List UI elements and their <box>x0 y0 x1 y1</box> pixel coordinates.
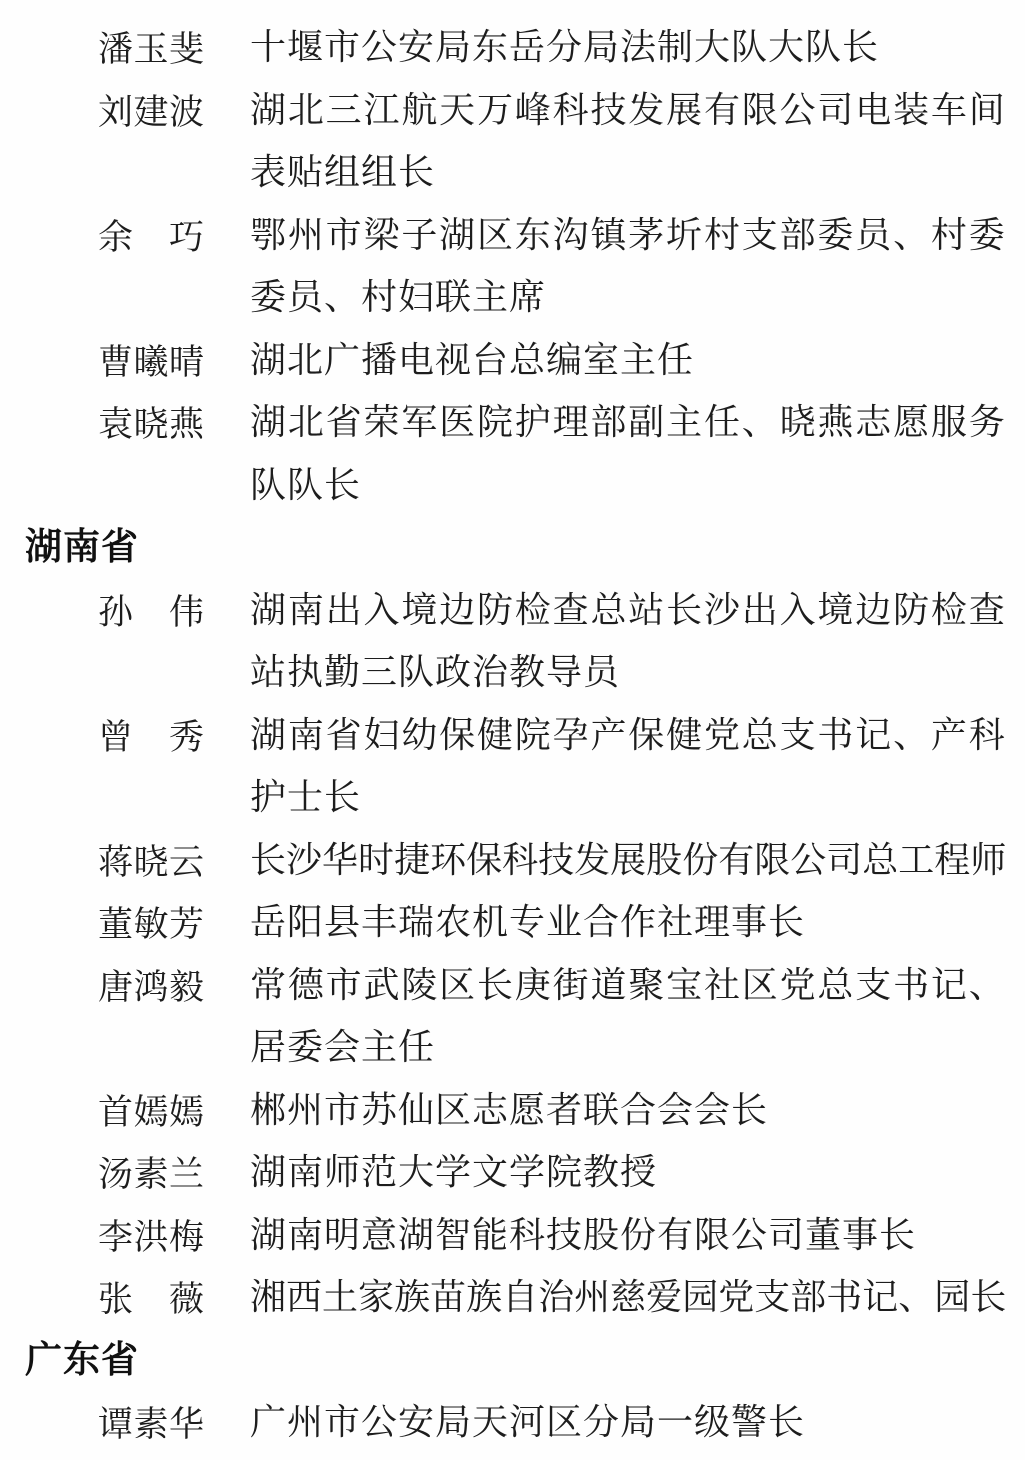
glyph: 燕 <box>817 402 854 442</box>
glyph: 云 <box>168 842 204 882</box>
glyph: 程 <box>934 839 971 880</box>
glyph: 记 <box>855 714 892 755</box>
recipient-title-line: 居委会主任 <box>250 1027 436 1067</box>
glyph: 董 <box>98 905 134 945</box>
glyph: 航 <box>401 89 438 130</box>
glyph: 车 <box>930 89 967 130</box>
glyph: 边 <box>855 589 892 630</box>
glyph: 出 <box>325 589 362 630</box>
glyph: 主 <box>666 402 703 442</box>
glyph: 德 <box>287 964 324 1005</box>
glyph: 环 <box>430 839 467 880</box>
glyph: 总 <box>817 964 854 1005</box>
entry-row <box>0 579 1025 642</box>
glyph: 伟 <box>168 592 204 632</box>
glyph: 时 <box>358 839 395 880</box>
glyph: 记 <box>930 964 967 1005</box>
recipient-title-line <box>250 579 1005 642</box>
glyph: 鄂 <box>250 214 287 255</box>
glyph: 聚 <box>628 964 665 1005</box>
glyph: 汤 <box>98 1155 134 1195</box>
glyph: 玉 <box>133 30 169 70</box>
glyph: 理 <box>552 402 589 442</box>
glyph: 晓 <box>133 405 169 445</box>
glyph: 任 <box>703 402 740 442</box>
glyph: 江 <box>363 89 400 130</box>
glyph: 湖 <box>250 402 287 442</box>
glyph: 服 <box>930 402 967 442</box>
entry-row <box>0 1079 1025 1142</box>
glyph: 记 <box>862 1277 899 1317</box>
glyph: 长 <box>250 839 287 880</box>
glyph: 南 <box>287 589 324 630</box>
recipient-title-line: 队队长 <box>250 464 362 505</box>
glyph: 州 <box>574 1277 611 1317</box>
glyph: 捷 <box>394 839 431 880</box>
recipient-title-line: 湖南明意湖智能科技股份有限公司董事长 <box>250 1214 917 1255</box>
glyph: 出 <box>741 589 778 630</box>
glyph: 园 <box>682 1277 719 1317</box>
glyph: 市 <box>325 964 362 1005</box>
glyph: 支 <box>855 964 892 1005</box>
glyph: 区 <box>476 214 513 255</box>
glyph: 入 <box>363 589 400 630</box>
glyph: 西 <box>286 1277 323 1317</box>
recipient-name <box>98 1391 204 1454</box>
glyph: 检 <box>930 589 967 630</box>
glyph: 自 <box>502 1277 539 1317</box>
glyph: 薇 <box>168 1280 204 1320</box>
glyph: 检 <box>514 589 551 630</box>
glyph: 村 <box>930 214 967 255</box>
recipient-title-line: 委员、村妇联主席 <box>250 277 547 317</box>
entry-row <box>0 829 1025 892</box>
recipient-title-line <box>250 704 1005 767</box>
glyph: 镇 <box>590 214 627 255</box>
glyph: 圻 <box>666 214 703 255</box>
entry-row <box>0 391 1025 454</box>
recipient-name <box>98 16 204 79</box>
glyph: 军 <box>401 402 438 442</box>
glyph: 茅 <box>628 214 665 255</box>
glyph: 市 <box>325 214 362 255</box>
entry-row <box>0 1141 1025 1204</box>
glyph: 湖 <box>439 214 476 255</box>
glyph: 东 <box>514 214 551 255</box>
entry-row <box>0 704 1025 767</box>
glyph: 技 <box>538 839 575 880</box>
glyph: 族 <box>466 1277 503 1317</box>
recipient-title-line <box>250 391 1005 454</box>
glyph: 唐 <box>98 967 134 1007</box>
glyph: 健 <box>666 714 703 755</box>
glyph: 兰 <box>168 1155 204 1195</box>
glyph: 万 <box>476 89 513 130</box>
glyph: 、 <box>893 714 930 755</box>
entry-row <box>0 1016 1025 1079</box>
entry-row <box>0 79 1025 142</box>
glyph: 书 <box>893 964 930 1005</box>
glyph: 产 <box>930 714 967 755</box>
glyph: 沙 <box>703 589 740 630</box>
glyph: 土 <box>322 1277 359 1317</box>
glyph: 区 <box>741 964 778 1005</box>
glyph: 园 <box>934 1277 971 1317</box>
glyph: 家 <box>358 1277 395 1317</box>
glyph: 幼 <box>401 714 438 755</box>
glyph: 长 <box>476 964 513 1005</box>
glyph: 护 <box>514 402 551 442</box>
glyph: 保 <box>628 714 665 755</box>
recipient-name <box>98 954 204 1017</box>
recipient-title-line: 岳阳县丰瑞农机专业合作社理事长 <box>250 902 806 942</box>
glyph: 展 <box>666 89 703 130</box>
glyph: 有 <box>703 89 740 130</box>
glyph: 入 <box>779 589 816 630</box>
recipient-name <box>98 1204 204 1267</box>
glyph: 北 <box>287 402 324 442</box>
glyph: 委 <box>817 214 854 255</box>
glyph: 北 <box>287 89 324 130</box>
glyph: 南 <box>287 714 324 755</box>
recipient-title-line <box>250 829 1005 892</box>
glyph: 工 <box>898 839 935 880</box>
entry-row <box>0 954 1025 1017</box>
recipient-name <box>98 829 204 892</box>
recipient-title-line: 湖南师范大学文学院教授 <box>250 1152 658 1192</box>
glyph: 燕 <box>168 405 204 445</box>
glyph: 孕 <box>552 714 589 755</box>
glyph: 妇 <box>363 714 400 755</box>
glyph: 长 <box>666 589 703 630</box>
glyph: 袁 <box>98 405 134 445</box>
glyph: 潘 <box>98 30 134 70</box>
glyph: 师 <box>970 839 1007 880</box>
glyph: 防 <box>893 589 930 630</box>
glyph: 院 <box>514 714 551 755</box>
recipient-title-line: 郴州市苏仙区志愿者联合会会长 <box>250 1089 769 1130</box>
glyph: 司 <box>826 839 863 880</box>
glyph: 宝 <box>666 964 703 1005</box>
glyph: 子 <box>401 214 438 255</box>
recipient-title-line <box>250 204 1005 267</box>
glyph: 总 <box>741 714 778 755</box>
glyph: 区 <box>439 964 476 1005</box>
glyph: 查 <box>552 589 589 630</box>
entry-row <box>0 329 1025 392</box>
recipient-name <box>98 579 204 642</box>
glyph: 份 <box>682 839 719 880</box>
glyph: 查 <box>968 589 1005 630</box>
glyph: 鸿 <box>133 967 169 1007</box>
glyph: 有 <box>718 839 755 880</box>
recipient-title-line: 站执勤三队政治教导员 <box>250 652 621 692</box>
glyph: 、 <box>898 1277 935 1317</box>
glyph: 支 <box>754 1277 791 1317</box>
glyph: 湘 <box>250 1277 287 1317</box>
glyph: 边 <box>439 589 476 630</box>
glyph: 司 <box>817 89 854 130</box>
entry-row <box>0 1204 1025 1267</box>
glyph: 部 <box>590 402 627 442</box>
recipient-title-line <box>250 1266 1005 1329</box>
glyph: 晓 <box>779 402 816 442</box>
glyph: 华 <box>322 839 359 880</box>
glyph: 总 <box>590 589 627 630</box>
glyph: 党 <box>718 1277 755 1317</box>
glyph: 党 <box>779 964 816 1005</box>
glyph: 党 <box>703 714 740 755</box>
glyph: 波 <box>168 92 204 132</box>
glyph: 科 <box>502 839 539 880</box>
glyph: 防 <box>476 589 513 630</box>
glyph: 湖 <box>250 89 287 130</box>
glyph: 站 <box>628 589 665 630</box>
glyph: 省 <box>325 714 362 755</box>
glyph: 毅 <box>168 967 204 1007</box>
province-section-header: 湖南省 <box>25 526 139 567</box>
glyph: 保 <box>439 714 476 755</box>
glyph: 省 <box>325 402 362 442</box>
entry-row <box>0 204 1025 267</box>
glyph: 曾 <box>98 717 134 757</box>
glyph: 发 <box>628 89 665 130</box>
glyph: 族 <box>394 1277 431 1317</box>
recipient-title-line: 湖北广播电视台总编室主任 <box>250 339 695 380</box>
glyph: 张 <box>98 1280 134 1320</box>
glyph: 、 <box>741 402 778 442</box>
glyph: 境 <box>401 589 438 630</box>
glyph: 装 <box>893 89 930 130</box>
glyph: 书 <box>826 1277 863 1317</box>
recipient-name <box>98 204 204 267</box>
recipient-title-line <box>250 954 1005 1017</box>
glyph: 间 <box>968 89 1005 130</box>
recipient-name <box>98 79 204 142</box>
glyph: 爱 <box>646 1277 683 1317</box>
recipient-name <box>98 704 204 767</box>
glyph: 股 <box>646 839 683 880</box>
recipient-title-line <box>250 79 1005 142</box>
recipient-title-line: 十堰市公安局东岳分局法制大队大队长 <box>250 27 880 67</box>
glyph: 街 <box>552 964 589 1005</box>
glyph: 医 <box>439 402 476 442</box>
glyph: 慈 <box>610 1277 647 1317</box>
glyph: 长 <box>970 1277 1007 1317</box>
glyph: 志 <box>855 402 892 442</box>
glyph: 素 <box>133 1405 169 1445</box>
glyph: 刘 <box>98 92 134 132</box>
glyph: 技 <box>590 89 627 130</box>
glyph: 嫣 <box>168 1092 204 1132</box>
glyph: 支 <box>741 214 778 255</box>
recipient-name <box>98 1266 204 1329</box>
recipient-title-line: 护士长 <box>250 777 362 817</box>
recipient-title-line: 广州市公安局天河区分局一级警长 <box>250 1402 806 1442</box>
glyph: 道 <box>590 964 627 1005</box>
glyph: 、 <box>968 964 1005 1005</box>
glyph: 部 <box>779 214 816 255</box>
glyph: 员 <box>855 214 892 255</box>
entry-row <box>0 16 1025 79</box>
glyph: 公 <box>790 839 827 880</box>
glyph: 荣 <box>363 402 400 442</box>
glyph: 书 <box>817 714 854 755</box>
section-header-row <box>0 516 1025 579</box>
glyph: 晴 <box>168 342 204 382</box>
glyph: 健 <box>476 714 513 755</box>
glyph: 展 <box>610 839 647 880</box>
glyph: 、 <box>893 214 930 255</box>
glyph: 洪 <box>133 1217 169 1257</box>
recipient-name <box>98 329 204 392</box>
glyph: 沟 <box>552 214 589 255</box>
glyph: 秀 <box>168 717 204 757</box>
glyph: 斐 <box>168 30 204 70</box>
glyph: 湖 <box>250 589 287 630</box>
recipient-name <box>98 1141 204 1204</box>
glyph: 嫣 <box>133 1092 169 1132</box>
entry-row <box>0 1266 1025 1329</box>
entry-row <box>0 641 1025 704</box>
glyph: 武 <box>363 964 400 1005</box>
glyph: 产 <box>590 714 627 755</box>
glyph: 州 <box>287 214 324 255</box>
entry-row <box>0 266 1025 329</box>
glyph: 沙 <box>286 839 323 880</box>
recipient-name <box>98 391 204 454</box>
glyph: 建 <box>133 92 169 132</box>
recipient-title-line: 表贴组组长 <box>250 152 436 192</box>
glyph: 梅 <box>168 1217 204 1257</box>
glyph: 庚 <box>514 964 551 1005</box>
glyph: 常 <box>250 964 287 1005</box>
glyph: 务 <box>968 402 1005 442</box>
glyph: 湖 <box>250 714 287 755</box>
glyph: 峰 <box>514 89 551 130</box>
recipient-name <box>98 891 204 954</box>
glyph: 素 <box>133 1155 169 1195</box>
entry-row <box>0 141 1025 204</box>
glyph: 敏 <box>133 905 169 945</box>
entry-row <box>0 891 1025 954</box>
glyph: 芳 <box>168 905 204 945</box>
glyph: 晓 <box>133 842 169 882</box>
glyph: 电 <box>855 89 892 130</box>
glyph: 巧 <box>168 217 204 257</box>
glyph: 首 <box>98 1092 134 1132</box>
glyph: 孙 <box>98 592 134 632</box>
glyph: 陵 <box>401 964 438 1005</box>
glyph: 科 <box>552 89 589 130</box>
glyph: 三 <box>325 89 362 130</box>
glyph: 发 <box>574 839 611 880</box>
glyph: 社 <box>703 964 740 1005</box>
glyph: 华 <box>168 1405 204 1445</box>
glyph: 限 <box>754 839 791 880</box>
glyph: 蒋 <box>98 842 134 882</box>
glyph: 总 <box>862 839 899 880</box>
glyph: 苗 <box>430 1277 467 1317</box>
recipient-name <box>98 1079 204 1142</box>
glyph: 部 <box>790 1277 827 1317</box>
glyph: 梁 <box>363 214 400 255</box>
glyph: 治 <box>538 1277 575 1317</box>
glyph: 公 <box>779 89 816 130</box>
glyph: 院 <box>476 402 513 442</box>
entry-row <box>0 1391 1025 1454</box>
entry-row <box>0 766 1025 829</box>
province-section-header: 广东省 <box>25 1338 139 1380</box>
glyph: 科 <box>968 714 1005 755</box>
glyph: 限 <box>741 89 778 130</box>
glyph: 境 <box>817 589 854 630</box>
glyph: 谭 <box>98 1405 134 1445</box>
glyph: 曦 <box>133 342 169 382</box>
glyph: 委 <box>968 214 1005 255</box>
glyph: 愿 <box>893 402 930 442</box>
glyph: 余 <box>98 217 134 257</box>
glyph: 支 <box>779 714 816 755</box>
glyph: 副 <box>628 402 665 442</box>
glyph: 曹 <box>98 342 134 382</box>
glyph: 村 <box>703 214 740 255</box>
glyph: 保 <box>466 839 503 880</box>
entry-row <box>0 454 1025 517</box>
glyph: 李 <box>98 1217 134 1257</box>
section-header-row <box>0 1329 1025 1392</box>
glyph: 天 <box>439 89 476 130</box>
